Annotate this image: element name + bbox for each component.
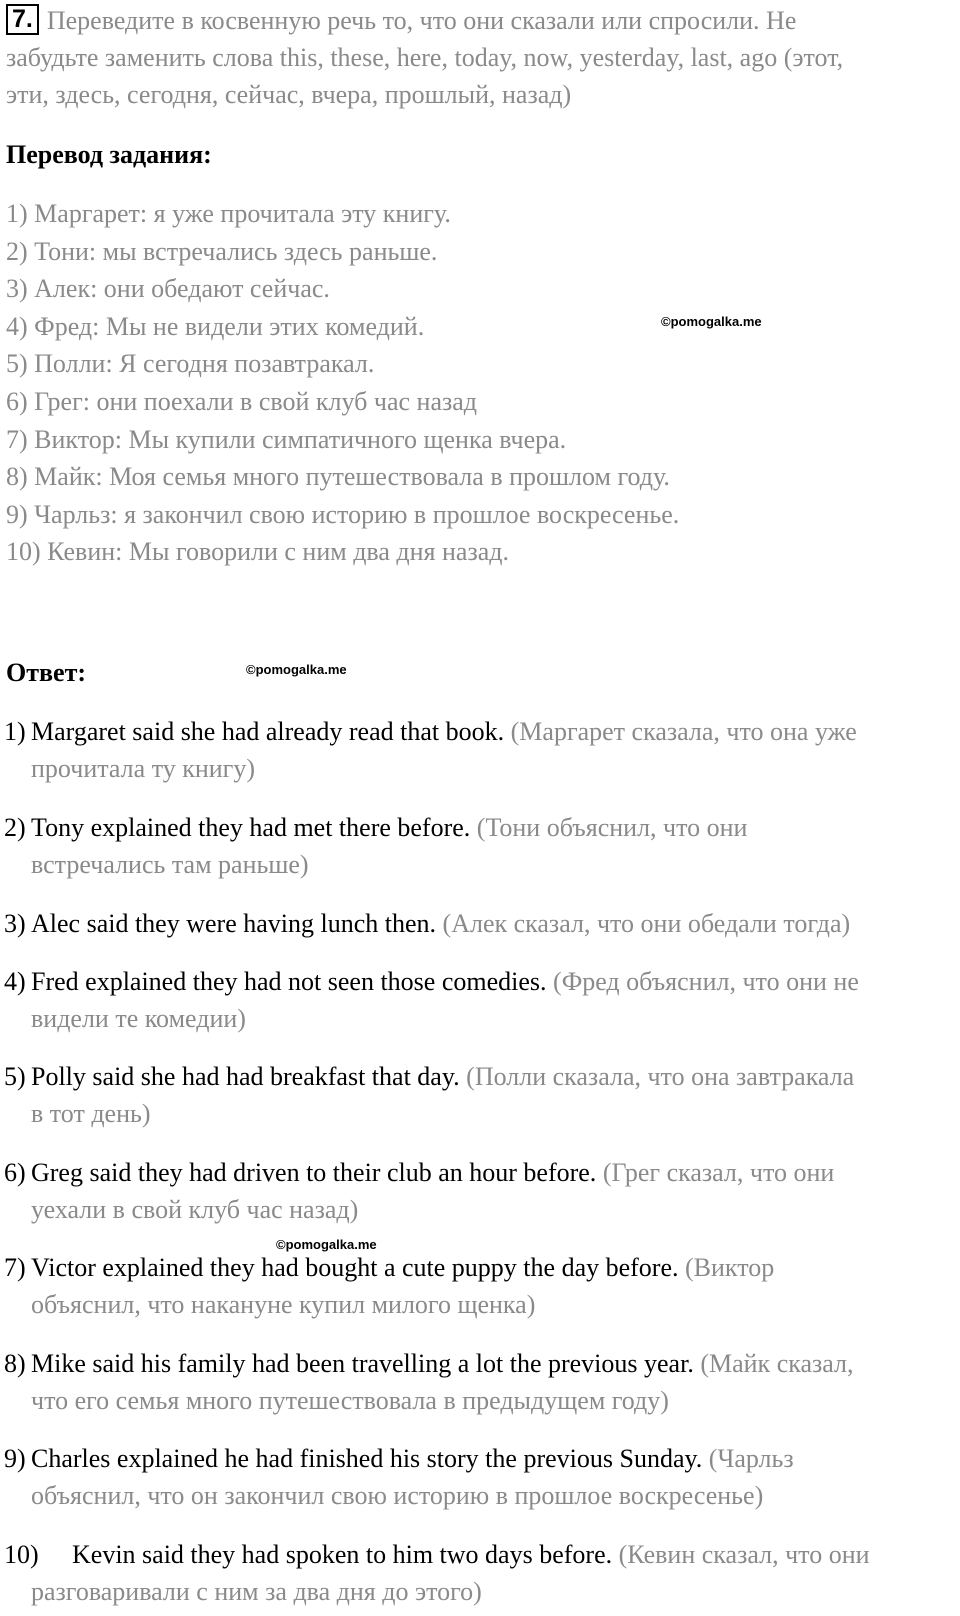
answer-russian-cont: прочитала ту книгу) — [31, 754, 255, 783]
task-line-2: забудьте заменить слова this, these, here, today, now, yesterday, last, ago (этот, — [6, 43, 844, 72]
task-line-3: эти, здесь, сегодня, сейчас, вчера, прошлый, назад) — [6, 80, 572, 109]
answer-russian: (Маргарет сказала, что она уже — [504, 717, 857, 746]
answer-russian: (Тони объяснил, что они — [470, 813, 748, 842]
answer-number: 10) — [4, 1540, 39, 1569]
list-item: 5) Полли: Я сегодня позавтракал. — [6, 349, 375, 379]
translation-list — [6, 195, 679, 571]
answer-item — [4, 1249, 774, 1323]
answer-item — [4, 1154, 834, 1228]
answer-english: Charles explained he had finished his story the previous Sunday. — [31, 1444, 703, 1473]
answer-english: Victor explained they had bought a cute puppy the day before. — [31, 1253, 679, 1282]
list-item: 10) Кевин: Мы говорили с ним два дня назад. — [6, 537, 510, 567]
answer-item — [4, 1058, 854, 1132]
answer-english: Greg said they had driven to their club an hour before. — [31, 1158, 597, 1187]
answer-russian-cont: в тот день) — [31, 1099, 151, 1128]
list-item: 1) Маргарет: я уже прочитала эту книгу. — [6, 199, 451, 228]
answer-number: 2) — [4, 813, 26, 842]
answer-item — [4, 809, 747, 883]
answer-number: 3) — [4, 909, 26, 938]
answer-item — [4, 713, 857, 787]
answer-item — [4, 905, 850, 942]
list-item: 8) Майк: Моя семья много путешествовала в прошлом году. — [6, 462, 670, 492]
list-item: 7) Виктор: Мы купили симпатичного щенка вчера. — [6, 424, 567, 454]
task-text: Переведите в косвенную речь то, что они сказали или спросили. Не — [46, 6, 797, 35]
watermark: ©pomogalka.me — [276, 1237, 377, 1252]
answer-russian-cont: объяснил, что накануне купил милого щенка) — [31, 1290, 536, 1319]
answer-russian-cont: видели те комедии) — [31, 1004, 246, 1033]
answer-english: Alec said they were having lunch then. — [31, 909, 437, 938]
answer-item — [4, 963, 859, 1037]
answer-russian: (Полли сказала, что она завтракала — [459, 1062, 855, 1091]
answer-russian: (Фред объяснил, что они не — [546, 967, 859, 996]
answer-number: 4) — [4, 967, 26, 996]
list-item: 6) Грег: они поехали в свой клуб час назад — [6, 386, 478, 416]
answer-number: 5) — [4, 1062, 26, 1091]
answer-heading: Ответ: — [6, 658, 87, 687]
answer-russian: (Виктор — [678, 1253, 775, 1282]
answer-russian: (Алек сказал, что они обедали тогда) — [436, 909, 851, 938]
answer-russian-cont: разговаривали с ним за два дня до этого) — [31, 1577, 482, 1606]
answer-english: Polly said she had had breakfast that day. — [31, 1062, 460, 1091]
answer-number: 9) — [4, 1444, 26, 1473]
answer-number: 8) — [4, 1349, 26, 1378]
answer-russian: (Чарльз — [702, 1444, 794, 1473]
answer-russian: (Грег сказал, что они — [596, 1158, 835, 1187]
task-number: 7. — [6, 4, 39, 35]
answer-number: 7) — [4, 1253, 26, 1282]
answer-russian-cont: объяснил, что он закончил свою историю в прошлое воскресенье) — [31, 1481, 764, 1510]
answer-russian: (Майк сказал, — [693, 1349, 854, 1378]
answer-russian-cont: что его семья много путешествовала в предыдущем году) — [31, 1386, 669, 1415]
answer-english: Fred explained they had not seen those comedies. — [31, 967, 547, 996]
task-line-1 — [6, 2, 796, 39]
list-item: 9) Чарльз: я закончил свою историю в прошлое воскресенье. — [6, 499, 680, 529]
watermark: ©pomogalka.me — [661, 314, 762, 329]
answer-russian-cont: уехали в свой клуб час назад) — [31, 1195, 359, 1224]
answer-item — [4, 1345, 854, 1419]
answer-russian: (Кевин сказал, что они — [612, 1540, 870, 1569]
answer-russian-cont: встречались там раньше) — [31, 850, 309, 879]
answer-item — [4, 1440, 794, 1514]
answer-number: 6) — [4, 1158, 26, 1187]
answer-item — [4, 1536, 870, 1610]
watermark: ©pomogalka.me — [246, 662, 347, 677]
answer-english: Mike said his family had been travelling a lot the previous year. — [31, 1349, 694, 1378]
answer-english: Margaret said she had already read that book. — [31, 717, 505, 746]
answer-english: Kevin said they had spoken to him two days before. — [72, 1540, 613, 1569]
answer-english: Tony explained they had met there before. — [31, 813, 471, 842]
list-item: 2) Тони: мы встречались здесь раньше. — [6, 236, 438, 266]
list-item: 3) Алек: они обедают сейчас. — [6, 274, 330, 304]
list-item: 4) Фред: Мы не видели этих комедий. — [6, 311, 425, 341]
answer-number: 1) — [4, 717, 26, 746]
translation-heading: Перевод задания: — [6, 140, 212, 169]
